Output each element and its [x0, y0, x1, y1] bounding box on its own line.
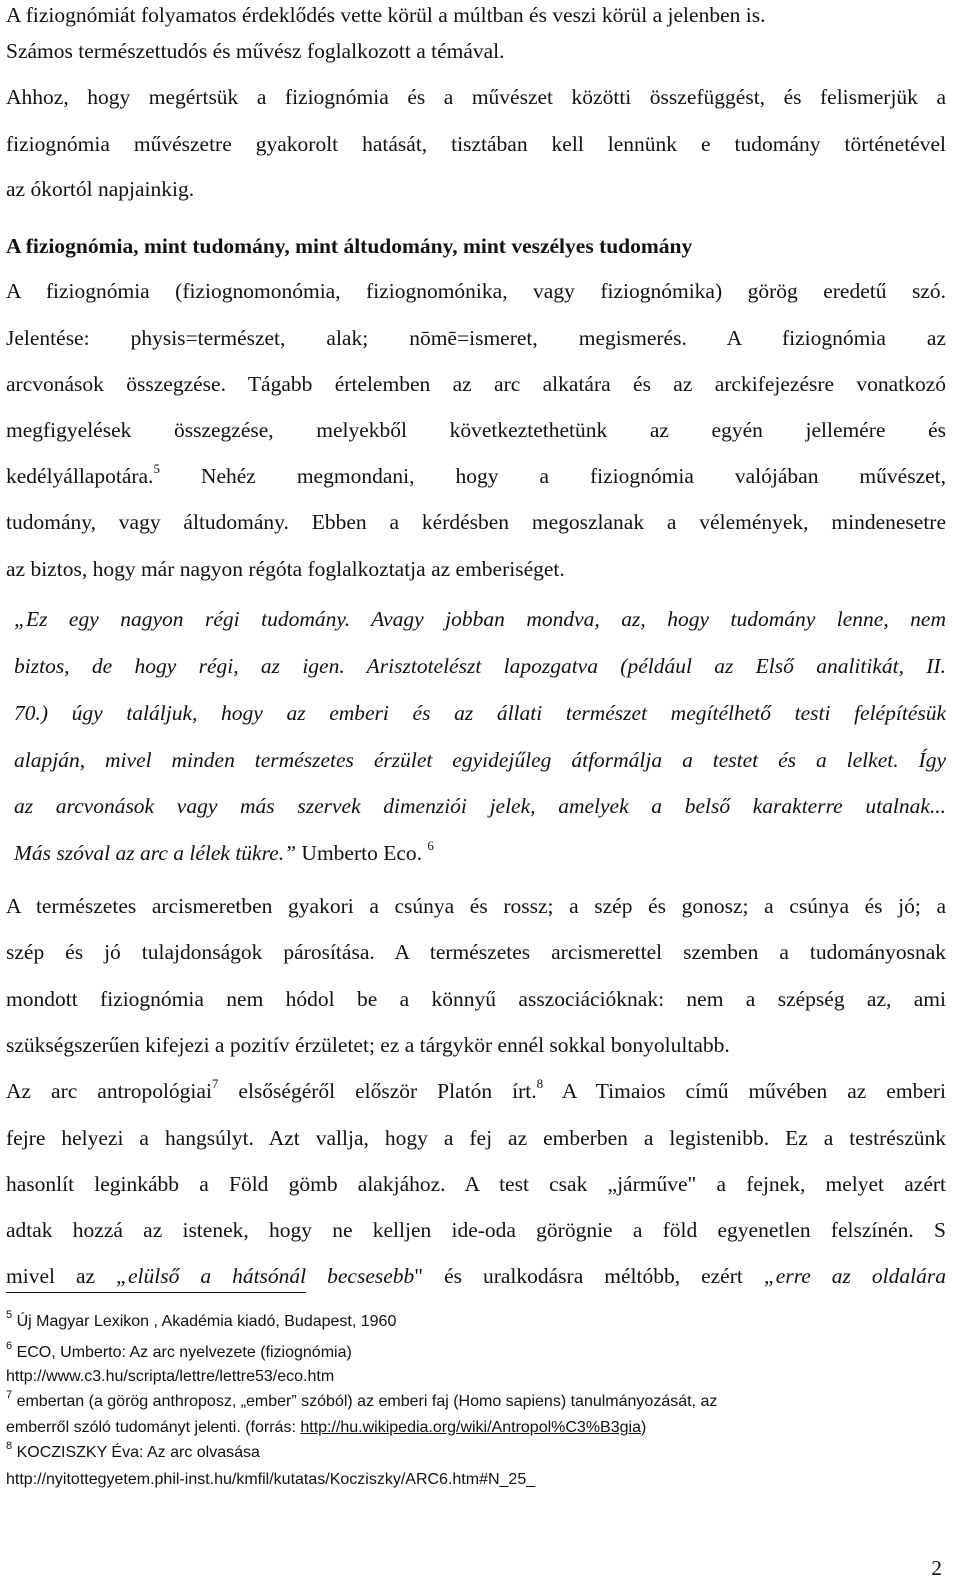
paragraph-1-line-7: az biztos, hogy már nagyon régóta foglalkoztatja az emberiséget. — [6, 557, 565, 581]
quote-line-6 — [14, 837, 434, 866]
paragraph-3-line-3: hasonlít leginkább a Föld gömb alakjához. A test csak „járműve" a fejnek, melyet azért — [6, 1172, 946, 1196]
footnote-7-line-2 — [6, 1418, 646, 1438]
p3-text-a: Az arc antropológiai — [6, 1079, 212, 1103]
footnote-5-number: 5 — [6, 1308, 13, 1321]
p3-text-b: elsőségéről először Platón írt. — [218, 1079, 537, 1103]
paragraph-2-line-4: szükségszerűen kifejezi a pozitív érzületet; ez a tárgykör ennél sokkal bonyolultabb. — [6, 1033, 730, 1057]
footnote-separator — [6, 1292, 306, 1293]
paragraph-3-line-1 — [6, 1075, 947, 1104]
paragraph-1-line-2: Jelentése: physis=természet, alak; nōmē=ismeret, megismerés. A fiziognómia az — [6, 326, 946, 350]
paragraph-1-line-4: megfigyelések összegzése, melyekből következtethetünk az egyén jellemére és — [6, 418, 946, 442]
footnote-6-url[interactable]: http://www.c3.hu/scripta/lettre/lettre53/eco.htm — [6, 1368, 335, 1385]
quote-line-5: az arcvonások vagy más szervek dimenziói jelek, amelyek a belső karakterre utalnak... — [14, 794, 946, 818]
p3-l5-b: „elülső a hátsónál becsesebb — [116, 1264, 415, 1288]
intro-line-3: Ahhoz, hogy megértsük a fiziognómia és a művészet közötti összefüggést, és felismerjük a — [6, 85, 946, 109]
p3-l5-c: " és uralkodásra méltóbb, ezért — [414, 1264, 764, 1288]
footnote-8-number: 8 — [6, 1439, 13, 1452]
quote-line-1: „Ez egy nagyon régi tudomány. Avagy jobban mondva, az, hogy tudomány lenne, nem — [14, 607, 946, 631]
paragraph-3-line-5 — [6, 1263, 946, 1289]
footnote-7-text: embertan (a görög anthroposz, „ember” szóból) az emberi faj (Homo sapiens) tanulmányozását, az — [12, 1393, 718, 1410]
footnote-7-text-b: emberről szóló tudományt jelenti. (forrás: — [6, 1419, 301, 1436]
footnote-8 — [6, 1439, 260, 1463]
footnote-ref-5[interactable]: 5 — [153, 460, 160, 476]
footnote-7-text-c: ) — [640, 1419, 647, 1436]
footnote-6-text: ECO, Umberto: Az arc nyelvezete (fiziognómia) — [12, 1344, 352, 1361]
footnote-8-url[interactable]: http://nyitottegyetem.phil-inst.hu/kmfil/kutatas/Kocziszky/ARC6.htm#N_25_ — [6, 1471, 536, 1488]
intro-line-4: fiziognómia művészetre gyakorolt hatását, tisztában kell lennünk e tudomány történetével — [6, 132, 946, 156]
quote-line-3: 70.) úgy találjuk, hogy az emberi és az állati természet megítélhető testi felépítésük — [14, 701, 946, 725]
paragraph-2-line-1: A természetes arcismeretben gyakori a csúnya és rossz; a szép és gonosz; a csúnya és jó; a — [6, 894, 946, 918]
intro-line-1: A fiziognómiát folyamatos érdeklődés vette körül a múltban és veszi körül a jelenben is. — [6, 3, 766, 27]
p3-l5-a: mivel az — [6, 1264, 117, 1288]
footnote-6 — [6, 1339, 352, 1363]
footnote-6-number: 6 — [6, 1339, 13, 1352]
quote-closing: Más szóval az arc a lélek tükre.” — [14, 841, 297, 865]
paragraph-2-line-2: szép és jó tulajdonságok párosítása. A természetes arcismerettel szemben a tudományosnak — [6, 940, 946, 964]
p1-text-b: Nehéz megmondani, hogy a fiziognómia valójában művészet, — [159, 464, 946, 488]
paragraph-1-line-3: arcvonások összegzése. Tágabb értelemben az arc alkatára és az arckifejezésre vonatkozó — [6, 372, 946, 396]
quote-line-4: alapján, mivel minden természetes érzület egyidejűleg átformálja a testet és a lelket. Így — [14, 748, 946, 772]
page-number: 2 — [931, 1556, 942, 1580]
quote-line-2: biztos, de hogy régi, az igen. Arisztotelészt lapozgatva (például az Első analitikát, II. — [14, 654, 946, 678]
footnote-7-link[interactable]: http://hu.wikipedia.org/wiki/Antropol%C3%B3gia — [300, 1419, 641, 1436]
paragraph-1-line-1: A fiziognómia (fiziognomonómia, fiziognomónika, vagy fiziognómika) görög eredetű szó. — [6, 279, 946, 303]
section-heading: A fiziognómia, mint tudomány, mint áltudomány, mint veszélyes tudomány — [6, 234, 693, 258]
paragraph-2-line-3: mondott fiziognómia nem hódol be a könnyű asszociációknak: nem a szépség az, ami — [6, 987, 946, 1011]
footnote-8-text: KOCZISZKY Éva: Az arc olvasása — [12, 1444, 260, 1461]
footnote-ref-6[interactable]: 6 — [427, 837, 434, 853]
quote-author: Umberto Eco. — [296, 841, 428, 865]
footnote-5 — [6, 1308, 397, 1332]
intro-line-5: az ókortól napjainkig. — [6, 177, 195, 201]
p1-text-a: kedélyállapotára. — [6, 464, 154, 488]
paragraph-1-line-5 — [6, 460, 946, 489]
p3-text-c: A Timaios című művében az emberi — [543, 1079, 947, 1103]
paragraph-3-line-2: fejre helyezi a hangsúlyt. Azt vallja, hogy a fej az emberben a legistenibb. Ez a testrészünk — [6, 1126, 946, 1150]
footnote-ref-7[interactable]: 7 — [211, 1075, 219, 1091]
intro-line-2: Számos természettudós és művész foglalkozott a témával. — [6, 39, 505, 63]
paragraph-3-line-4: adtak hozzá az istenek, hogy ne kelljen ide-oda görögnie a föld egyenetlen felszínén. S — [6, 1218, 946, 1242]
footnote-ref-8[interactable]: 8 — [536, 1075, 544, 1091]
footnote-5-text: Új Magyar Lexikon , Akadémia kiadó, Budapest, 1960 — [12, 1313, 397, 1330]
footnote-7 — [6, 1388, 718, 1412]
paragraph-1-line-6: tudomány, vagy áltudomány. Ebben a kérdésben megoszlanak a vélemények, mindenesetre — [6, 510, 946, 534]
p3-l5-d: „erre az oldalára — [763, 1264, 946, 1288]
footnote-7-number: 7 — [6, 1388, 13, 1401]
